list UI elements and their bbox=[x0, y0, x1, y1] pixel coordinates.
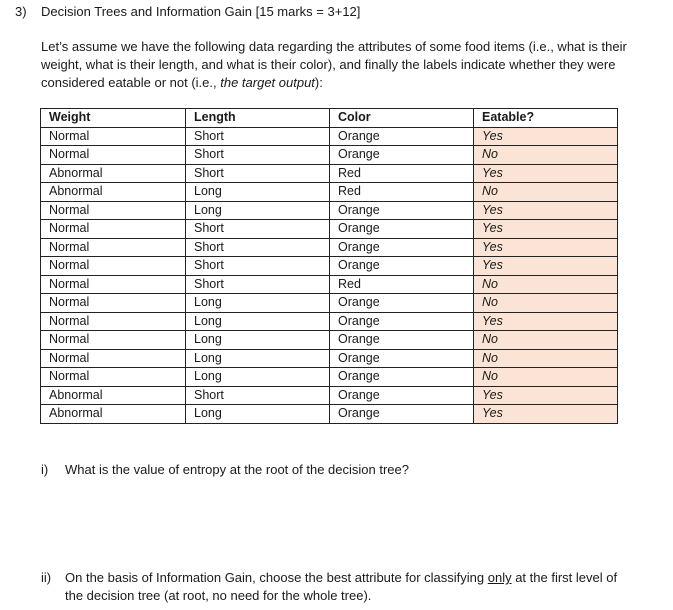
cell-length: Short bbox=[186, 127, 330, 146]
cell-length: Short bbox=[186, 238, 330, 257]
cell-length: Long bbox=[186, 201, 330, 220]
cell-length: Long bbox=[186, 405, 330, 424]
cell-eatable: Yes bbox=[474, 238, 618, 257]
cell-color: Orange bbox=[330, 386, 474, 405]
table-row bbox=[41, 238, 618, 257]
table-header-row bbox=[41, 109, 618, 128]
cell-weight: Normal bbox=[41, 275, 186, 294]
cell-length: Long bbox=[186, 368, 330, 387]
table-body bbox=[41, 127, 618, 423]
cell-color: Orange bbox=[330, 294, 474, 313]
cell-eatable: Yes bbox=[474, 127, 618, 146]
subquestion-i-label: i) bbox=[41, 462, 49, 477]
table-row bbox=[41, 349, 618, 368]
header-weight: Weight bbox=[41, 109, 186, 128]
table-row bbox=[41, 368, 618, 387]
cell-eatable: No bbox=[474, 183, 618, 202]
question-number: 3) bbox=[15, 4, 27, 19]
table-row bbox=[41, 164, 618, 183]
cell-eatable: No bbox=[474, 368, 618, 387]
cell-color: Orange bbox=[330, 220, 474, 239]
cell-eatable: Yes bbox=[474, 386, 618, 405]
cell-weight: Normal bbox=[41, 368, 186, 387]
cell-weight: Normal bbox=[41, 331, 186, 350]
intro-text-end: ): bbox=[314, 75, 323, 90]
question-heading bbox=[15, 4, 360, 19]
header-eatable: Eatable? bbox=[474, 109, 618, 128]
cell-eatable: No bbox=[474, 349, 618, 368]
cell-weight: Normal bbox=[41, 294, 186, 313]
cell-eatable: No bbox=[474, 146, 618, 165]
cell-color: Red bbox=[330, 183, 474, 202]
header-color: Color bbox=[330, 109, 474, 128]
subquestion-ii-text bbox=[65, 569, 635, 605]
cell-length: Short bbox=[186, 275, 330, 294]
food-items-table bbox=[40, 108, 618, 424]
cell-length: Short bbox=[186, 386, 330, 405]
cell-weight: Normal bbox=[41, 201, 186, 220]
subquestion-ii-text-start: On the basis of Information Gain, choose the best attribute for classifying bbox=[65, 570, 488, 585]
cell-length: Short bbox=[186, 220, 330, 239]
header-length: Length bbox=[186, 109, 330, 128]
cell-weight: Normal bbox=[41, 238, 186, 257]
cell-eatable: Yes bbox=[474, 312, 618, 331]
table-row bbox=[41, 257, 618, 276]
cell-color: Orange bbox=[330, 146, 474, 165]
table-row bbox=[41, 275, 618, 294]
cell-length: Long bbox=[186, 349, 330, 368]
cell-weight: Normal bbox=[41, 220, 186, 239]
cell-eatable: Yes bbox=[474, 201, 618, 220]
cell-color: Orange bbox=[330, 127, 474, 146]
cell-color: Orange bbox=[330, 257, 474, 276]
subquestion-ii-label: ii) bbox=[41, 570, 52, 585]
cell-color: Orange bbox=[330, 201, 474, 220]
table-row bbox=[41, 312, 618, 331]
cell-length: Long bbox=[186, 183, 330, 202]
cell-length: Short bbox=[186, 146, 330, 165]
cell-color: Orange bbox=[330, 349, 474, 368]
intro-paragraph bbox=[41, 38, 631, 92]
cell-eatable: Yes bbox=[474, 164, 618, 183]
cell-weight: Normal bbox=[41, 146, 186, 165]
cell-weight: Abnormal bbox=[41, 386, 186, 405]
cell-length: Long bbox=[186, 331, 330, 350]
cell-color: Red bbox=[330, 164, 474, 183]
cell-eatable: No bbox=[474, 331, 618, 350]
question-title: Decision Trees and Information Gain [15 marks = 3+12] bbox=[41, 4, 361, 19]
cell-eatable: Yes bbox=[474, 405, 618, 424]
table-row bbox=[41, 146, 618, 165]
intro-text: Let’s assume we have the following data regarding the attributes of some food items (i.e., what is their weight, what is their length, and what is their color), and finally the labels indicate whether they were considered eatable or not (i.e., bbox=[41, 39, 627, 90]
subquestion-ii-underline: only bbox=[487, 570, 512, 585]
cell-weight: Normal bbox=[41, 257, 186, 276]
cell-weight: Abnormal bbox=[41, 183, 186, 202]
intro-emphasis: the target output bbox=[220, 75, 315, 90]
cell-weight: Normal bbox=[41, 312, 186, 331]
cell-eatable: No bbox=[474, 275, 618, 294]
subquestion-i-text: What is the value of entropy at the root of the decision tree? bbox=[65, 462, 409, 477]
table-row bbox=[41, 201, 618, 220]
cell-color: Orange bbox=[330, 368, 474, 387]
table-row bbox=[41, 405, 618, 424]
cell-eatable: Yes bbox=[474, 220, 618, 239]
cell-color: Orange bbox=[330, 331, 474, 350]
cell-color: Orange bbox=[330, 312, 474, 331]
cell-weight: Normal bbox=[41, 127, 186, 146]
cell-weight: Abnormal bbox=[41, 405, 186, 424]
table-row bbox=[41, 220, 618, 239]
table-row bbox=[41, 127, 618, 146]
table-row bbox=[41, 294, 618, 313]
table-row bbox=[41, 331, 618, 350]
cell-length: Short bbox=[186, 164, 330, 183]
cell-color: Orange bbox=[330, 405, 474, 424]
table-row bbox=[41, 183, 618, 202]
cell-length: Short bbox=[186, 257, 330, 276]
cell-eatable: No bbox=[474, 294, 618, 313]
cell-color: Red bbox=[330, 275, 474, 294]
subquestion-ii-text-end: at the first level of the decision tree (at root, no need for the whole tree). bbox=[65, 570, 618, 603]
cell-color: Orange bbox=[330, 238, 474, 257]
cell-eatable: Yes bbox=[474, 257, 618, 276]
cell-length: Long bbox=[186, 312, 330, 331]
cell-length: Long bbox=[186, 294, 330, 313]
table-row bbox=[41, 386, 618, 405]
cell-weight: Normal bbox=[41, 349, 186, 368]
cell-weight: Abnormal bbox=[41, 164, 186, 183]
